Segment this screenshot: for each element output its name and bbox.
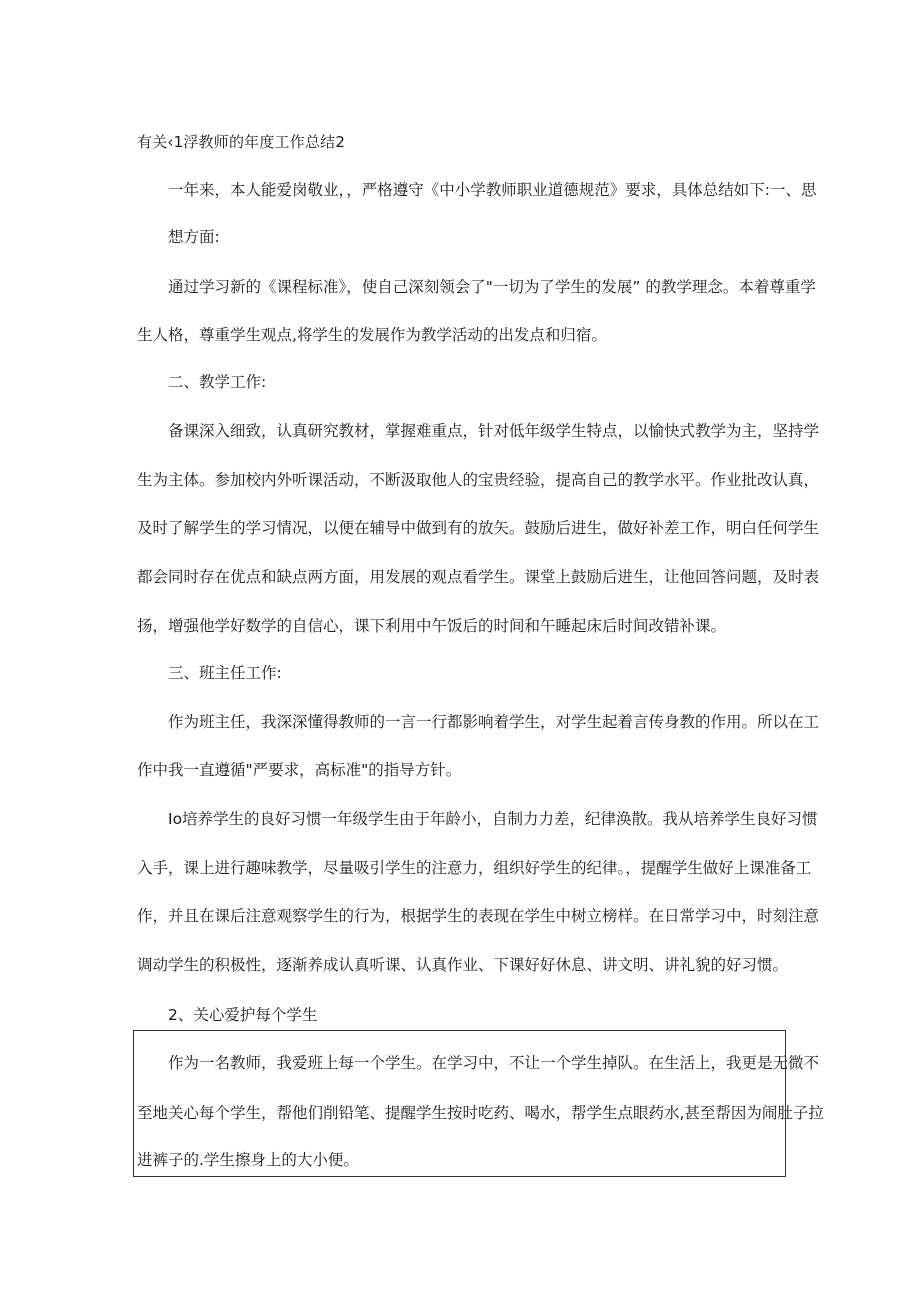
document-title: 有关‹1浮教师的年度工作总结2 xyxy=(137,133,346,151)
paragraph-line: 作中我一直遵循"严要求，高标准"的指导方针。 xyxy=(137,761,462,779)
paragraph-line: 入手，课上进行趣味教学，尽量吸引学生的注意力，组织好学生的纪律。，提醒学生做好上课准备工 xyxy=(137,859,812,877)
paragraph-line: 及时了解学生的学习情况，以便在辅导中做到有的放矢。鼓励后进生，做好补差工作，明白任何学生 xyxy=(137,519,820,537)
paragraph-line: Io培养学生的良好习惯一年级学生由于年龄小，自制力力差，纪律涣散。我从培养学生良好习惯 xyxy=(168,810,818,828)
section-heading: 二、教学工作: xyxy=(168,373,267,391)
paragraph-line: 一年来，本人能爱岗敬业，，严格遵守《中小学教师职业道德规范》要求，具体总结如下:一、思 xyxy=(168,181,817,199)
paragraph-line: 进裤子的.学生擦身上的大小便。 xyxy=(137,1151,359,1169)
paragraph-line: 作，并且在课后注意观察学生的行为，根据学生的表现在学生中树立榜样。在日常学习中，时刻注意 xyxy=(137,907,820,925)
paragraph-line: 备课深入细致，认真研究教材，掌握难重点，针对低年级学生特点，以愉快式教学为主，坚持学 xyxy=(168,422,820,440)
paragraph-line: 通过学习新的《课程标准》，使自己深刻领会了"一切为了学生的发展” 的教学理念。本着尊重学 xyxy=(168,278,816,296)
section-heading: 2、关心爱护每个学生 xyxy=(168,1006,318,1024)
paragraph-line: 作为一名教师，我爱班上每一个学生。在学习中，不让一个学生掉队。在生活上，我更是无微不 xyxy=(168,1054,820,1072)
paragraph-line: 都会同时存在优点和缺点两方面，用发展的观点看学生。课堂上鼓励后进生，让他回答问题，及时表 xyxy=(137,568,820,586)
paragraph-line: 想方面: xyxy=(168,228,220,246)
section-heading: 三、班主任工作: xyxy=(168,664,282,682)
paragraph-line: 至地关心每个学生，帮他们削铅笔、提醒学生按时吃药、喝水，帮学生点眼药水,甚至帮因为闹肚子拉 xyxy=(137,1104,824,1122)
paragraph-line: 扬，增强他学好数学的自信心，课下利用中午饭后的时间和午睡起床后时间改错补课。 xyxy=(137,617,727,635)
paragraph-line: 作为班主任，我深深懂得教师的一言一行都影响着学生，对学生起着言传身教的作用。所以在工 xyxy=(168,713,820,731)
paragraph-line: 生为主体。参加校内外听课活动，不断汲取他人的宝贵经验，提高自己的教学水平。作业批改认真， xyxy=(137,471,820,489)
paragraph-line: 调动学生的积极性，逐渐养成认真听课、认真作业、下课好好休息、讲文明、讲礼貌的好习惯。 xyxy=(137,956,789,974)
paragraph-line: 生人格，尊重学生观点,将学生的发展作为教学活动的出发点和归宿。 xyxy=(137,326,607,344)
